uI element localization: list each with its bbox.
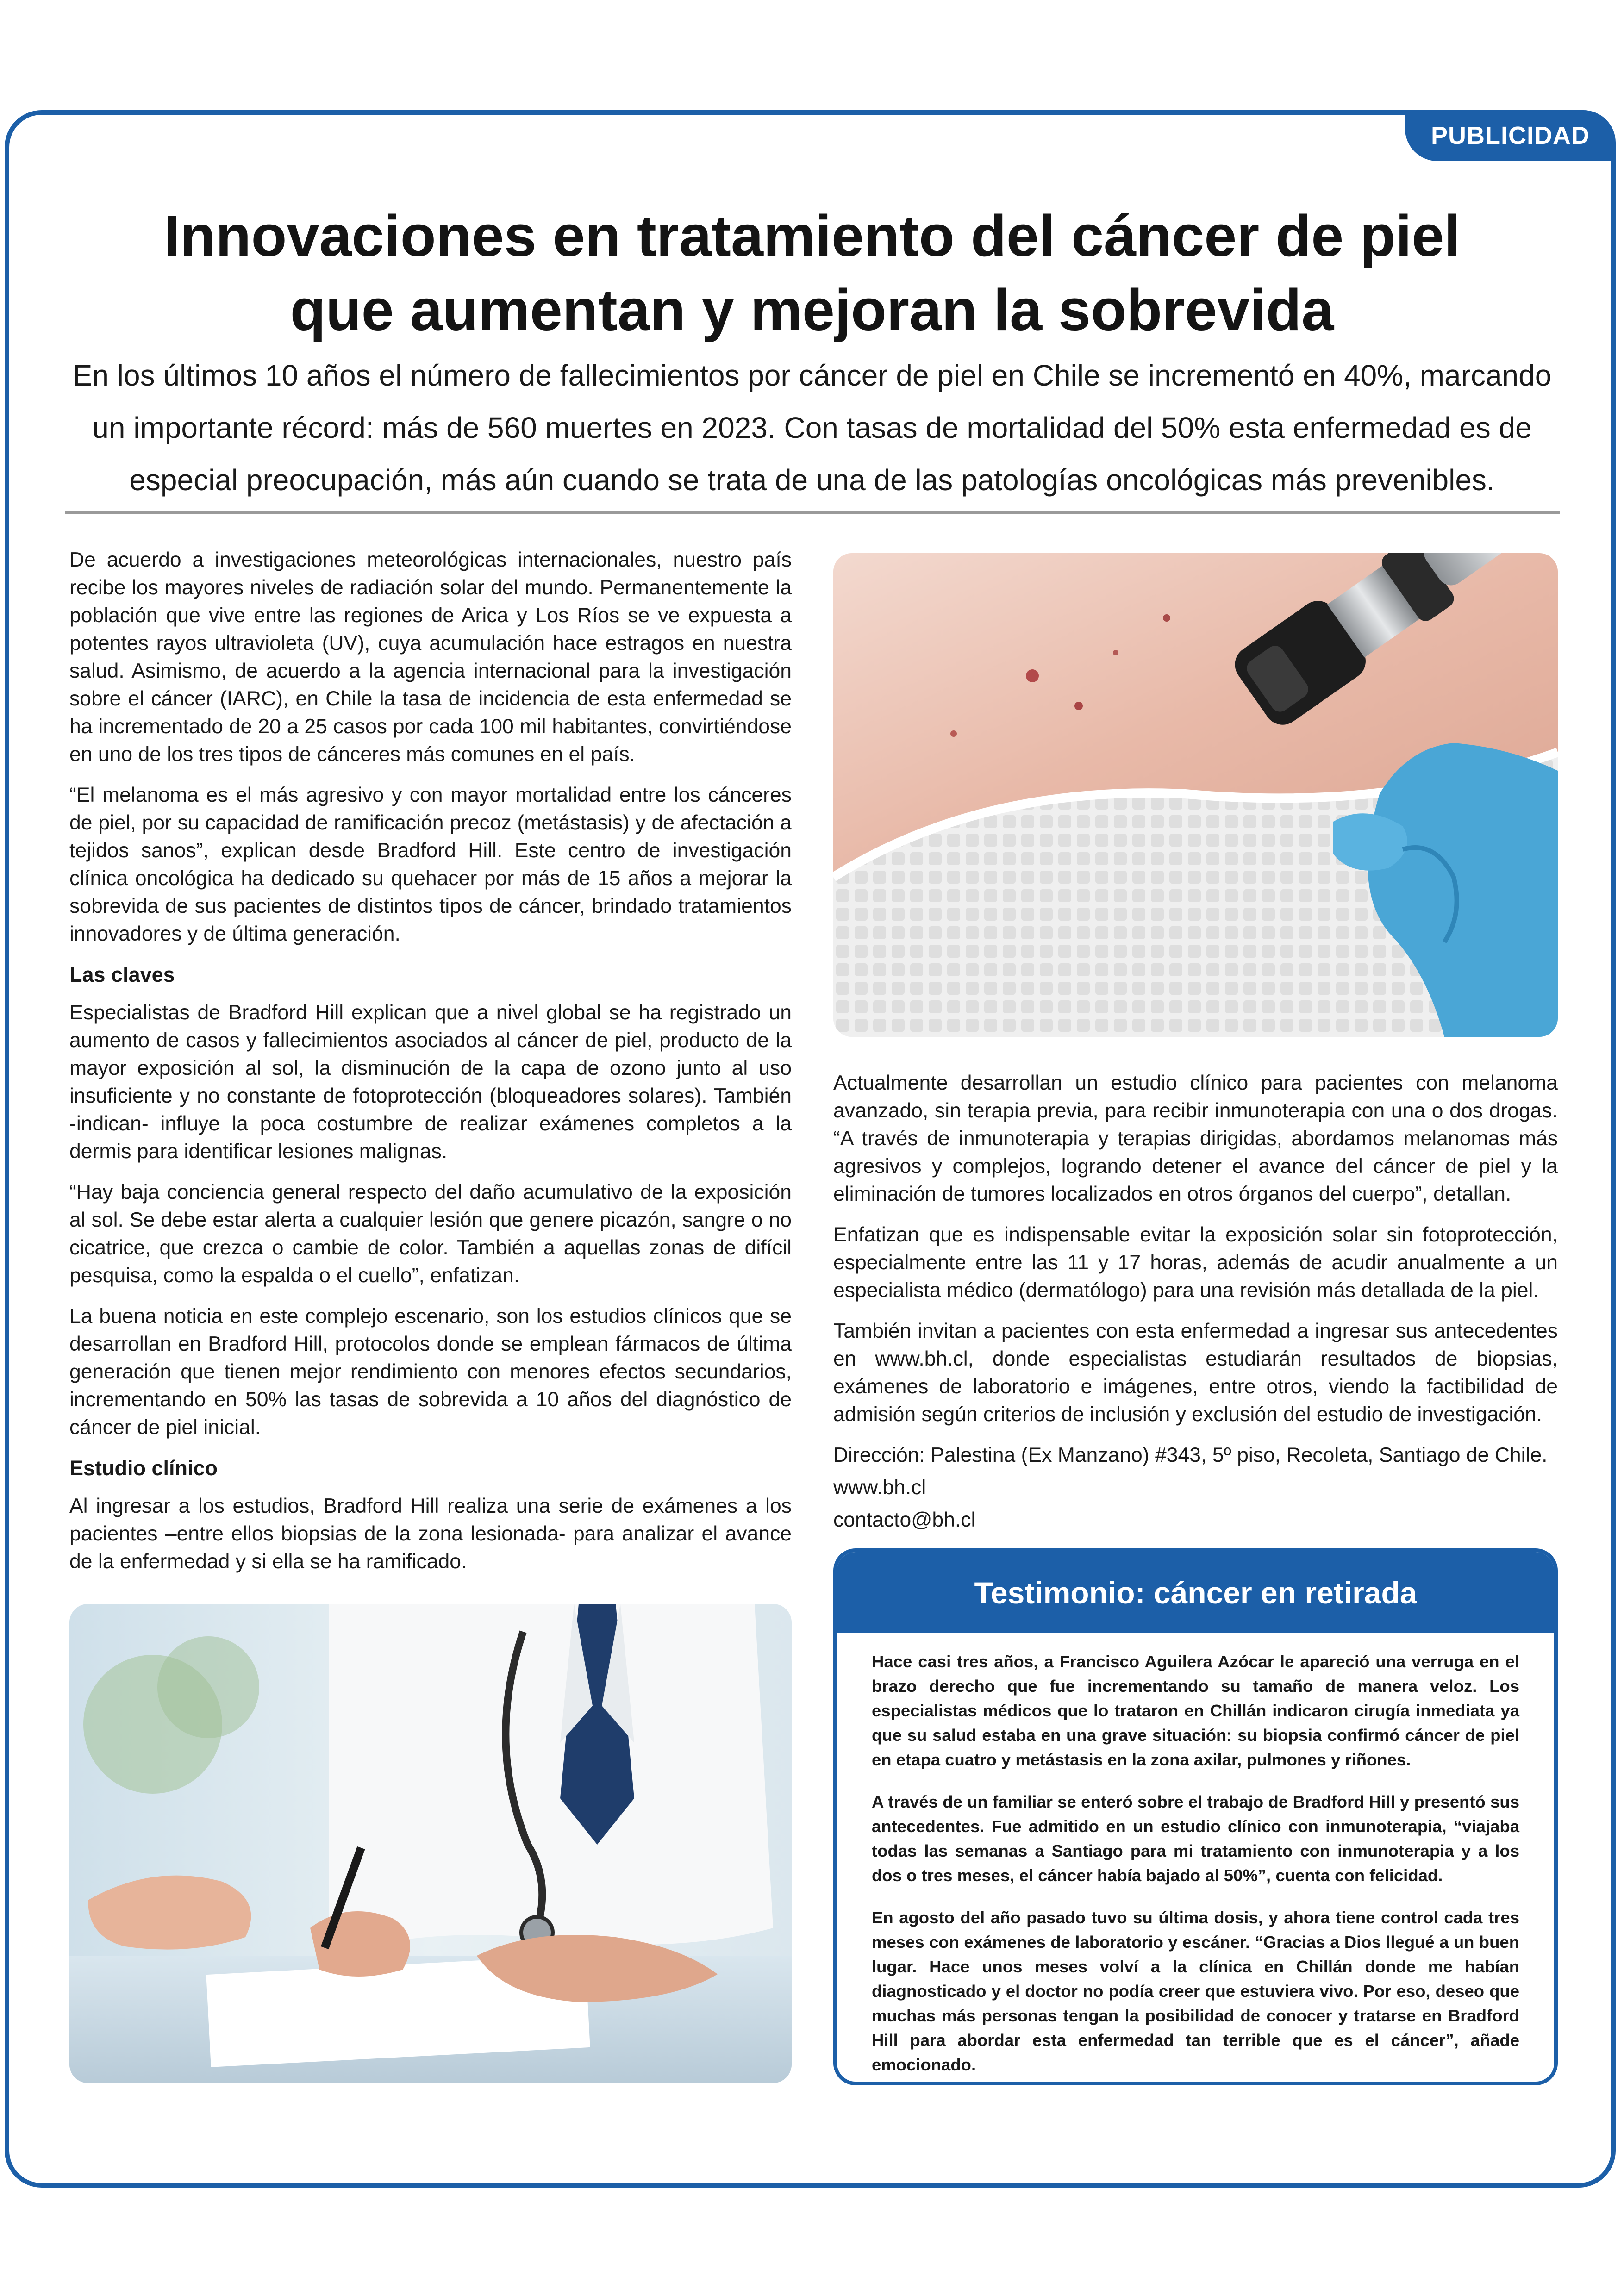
body-paragraph: Enfatizan que es indispensable evitar la exposición solar sin fotoprotección, especialmente entre las 11 y 17 horas, además de acudir anualmente a un especialista médico (dermatólogo) para una revisión más detallada de la piel.	[833, 1223, 1558, 1302]
body-paragraph: De acuerdo a investigaciones meteorológicas internacionales, nuestro país recibe los mayores niveles de radiación solar del mundo. Permanentemente la población que vive entre las regiones de Arica y Los Ríos se ve expuesta a potentes rayos ultravioleta (UV), cuya acumulación hace estragos en nuestra salud. Asimismo, de acuerdo a la agencia internacional para la investigación sobre el cáncer (IARC), en Chile la tasa de incidencia de esta enfermedad se ha incrementado de 20 a 25 casos por cada 100 mil habitantes, convirtiéndose en uno de los tres tipos de cánceres más comunes en el país.	[69, 549, 792, 766]
testimonial-box	[833, 1548, 1558, 2085]
doctor-illustration	[69, 1604, 792, 2083]
address: Dirección: Palestina (Ex Manzano) #343, 5º piso, Recoleta, Santiago de Chile.	[833, 1444, 1548, 1466]
headline-line-2: que aumentan y mejoran la sobrevida	[290, 277, 1334, 343]
testimonial-title: Testimonio: cáncer en retirada	[837, 1552, 1554, 1633]
lead-paragraph	[65, 349, 1559, 506]
dermatoscope-illustration	[833, 553, 1558, 1037]
lead-line-1: En los últimos 10 años el número de fallecimientos por cáncer de piel en Chile se incrementó en 40%, marcando	[72, 359, 1552, 392]
body-paragraph: “El melanoma es el más agresivo y con mayor mortalidad entre los cánceres de piel, por su capacidad de ramificación precoz (metástasis) y de afectación a tejidos sanos”, explican desde Bradford Hill. Este centro de investigación clínica oncológica ha dedicado su quehacer por más de 15 años a mejorar la sobrevida de sus pacientes de distintos tipos de cáncer, brindado tratamientos innovadores y de última generación.	[69, 784, 792, 945]
dermatoscope-photo	[833, 553, 1558, 1037]
section-heading-estudio-clinico: Estudio clínico	[69, 1456, 218, 1480]
email-link[interactable]: contacto@bh.cl	[833, 1509, 976, 1531]
lead-line-2: un importante récord: más de 560 muertes en 2023. Con tasas de mortalidad del 50% esta enfermedad es de	[92, 411, 1532, 444]
headline	[69, 199, 1555, 347]
lead-line-3: especial preocupación, más aún cuando se trata de una de las patologías oncológicas más prevenibles.	[129, 463, 1495, 497]
advertising-tag: PUBLICIDAD	[1405, 110, 1616, 161]
body-paragraph: También invitan a pacientes con esta enfermedad a ingresar sus antecedentes en www.bh.cl, donde especialistas estudiarán resultados de biopsias, exámenes de laboratorio e imágenes, entre otros, viendo la factibilidad de admisión según criterios de inclusión y exclusión del estudio de investigación.	[833, 1320, 1558, 1426]
body-paragraph: La buena noticia en este complejo escenario, son los estudios clínicos que se desarrollan en Bradford Hill, protocolos donde se emplean fármacos de última generación que tienen mejor rendimiento con menores efectos secundarios, incrementando en 50% las tasas de sobrevida a 10 años del diagnóstico de cáncer de piel inicial.	[69, 1305, 792, 1439]
right-column	[833, 1069, 1558, 1534]
section-heading-las-claves: Las claves	[69, 963, 175, 986]
testimonial-paragraph: A través de un familiar se enteró sobre el trabajo de Bradford Hill y presentó sus antecedentes. Fue admitido en un estudio clínico con inmunoterapia, “viajaba todas las semanas a Santiago para mi tratamiento con inmunoterapia y a los dos o tres meses, el cáncer había bajado al 50%”, cuenta con felicidad.	[872, 1792, 1519, 1885]
divider	[65, 511, 1560, 514]
testimonial-paragraph: Hace casi tres años, a Francisco Aguilera Azócar le apareció una verruga en el brazo derecho que fue incrementando su tamaño de manera veloz. Los especialistas médicos que lo trataron en Chillán indicaron cirugía inmediata ya que su salud estaba en una grave situación: su biopsia confirmó cáncer de piel en etapa cuatro y metástasis en la zona axilar, pulmones y riñones.	[872, 1652, 1519, 1769]
body-paragraph: Al ingresar a los estudios, Bradford Hill realiza una serie de exámenes a los pacientes –entre ellos biopsias de la zona lesionada- para analizar el avance de la enfermedad y si ella se ha ramificado.	[69, 1495, 792, 1573]
testimonial-paragraph: En agosto del año pasado tuvo su última dosis, y ahora tiene control cada tres meses con exámenes de laboratorio y escáner. “Gracias a Dios llegué a un buen lugar. Hace unos meses volví a la clínica en Chillán donde me habían diagnosticado y el doctor no podía creer que estuviera vivo. Por eso, deseo que muchas más personas tengan la posibilidad de conocer y tratarse en Bradford Hill para abordar esta enfermedad tan terrible que es el cáncer”, añade emocionado.	[872, 1908, 1519, 2074]
body-paragraph: Especialistas de Bradford Hill explican que a nivel global se ha registrado un aumento de casos y fallecimientos asociados al cáncer de piel, producto de la mayor exposición al sol, la disminución de la capa de ozono junto al uso insuficiente y no constante de fotoprotección (bloqueadores solares). También -indican- influye la poca costumbre de realizar exámenes completos a la dermis para identificar lesiones malignas.	[69, 1001, 792, 1163]
doctor-writing-photo	[69, 1604, 792, 2083]
headline-line-1: Innovaciones en tratamiento del cáncer de piel	[163, 203, 1461, 268]
website-link[interactable]: www.bh.cl	[833, 1476, 926, 1499]
testimonial-body	[837, 1633, 1554, 2077]
body-paragraph: “Hay baja conciencia general respecto del daño acumulativo de la exposición al sol. Se debe estar alerta a cualquier lesión que genere picazón, sangre o no cicatrice, que crezca o cambie de color. También a aquellas zonas de difícil pesquisa, como la espalda o el cuello”, enfatizan.	[69, 1181, 792, 1287]
left-column	[69, 546, 792, 1589]
body-paragraph: Actualmente desarrollan un estudio clínico para pacientes con melanoma avanzado, sin terapia previa, para recibir inmunoterapia con una o dos drogas. “A través de inmunoterapia y terapias dirigidas, abordamos melanomas más agresivos y complejos, logrando detener el avance del cáncer de piel y la eliminación de tumores localizados en otros órganos del cuerpo”, detallan.	[833, 1072, 1558, 1205]
